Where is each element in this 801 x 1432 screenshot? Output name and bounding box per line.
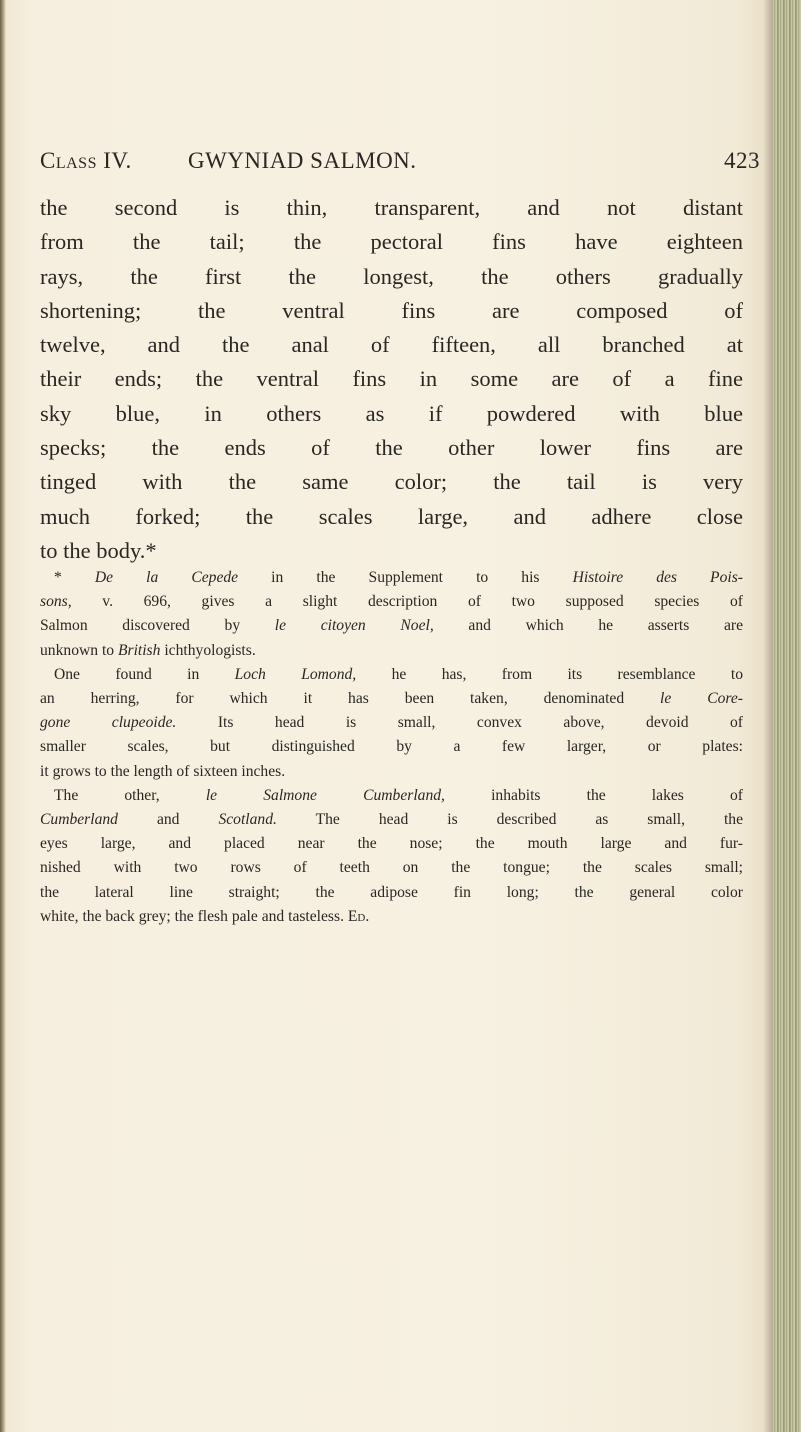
footnote-line: smaller scales, but distinguished by a few larger, or plates: — [40, 738, 743, 756]
text-line: twelve, and the anal of fifteen, all branched at — [40, 332, 743, 358]
text-line: much forked; the scales large, and adhere close — [40, 503, 743, 529]
footnote-text: and which he asserts are — [433, 617, 743, 635]
footnote-italic: Loch Lomond, — [234, 665, 357, 683]
footnote-text: Its head is small, convex above, devoid of — [176, 714, 743, 732]
footnote-italic: le Core- — [660, 690, 743, 708]
author-name: De la Cepede — [94, 569, 239, 586]
book-fore-edge — [773, 0, 801, 1432]
footnote-line — [40, 590, 743, 614]
book-title: Histoire des Pois- — [572, 569, 743, 586]
editor-mark: Ed. — [347, 907, 370, 925]
footnote-italic: le citoyen Noel, — [274, 617, 434, 635]
footnote-line: it grows to the length of sixteen inches. — [40, 762, 286, 780]
footnote-text: he has, from its resemblance to — [356, 665, 743, 683]
footnote-text: One found in — [54, 665, 235, 683]
footnote-line — [40, 687, 743, 711]
footnote-line: eyes large, and placed near the nose; the mouth large and fur- — [40, 835, 743, 853]
footnote-marker: * — [54, 569, 62, 586]
main-text — [40, 191, 743, 568]
footnote-text: v. 696, gives a slight description of two supposed species of — [71, 593, 743, 611]
binding-shadow — [0, 0, 6, 1432]
text-line: sky blue, in others as if powdered with blue — [40, 400, 743, 426]
header-title: GWYNIAD SALMON. — [188, 148, 417, 173]
book-title-cont: sons, — [40, 593, 72, 611]
footnote — [40, 566, 743, 929]
footnote-italic: le Salmone Cumberland, — [205, 786, 445, 804]
footnote-line — [40, 808, 743, 832]
footnote-line — [40, 784, 743, 808]
footnote-line: the lateral line straight; the adipose fin long; the general color — [40, 883, 743, 901]
text-line: shortening; the ventral fins are composed of — [40, 297, 743, 323]
footnote-text: white, the back grey; the flesh pale and tasteless. — [40, 907, 348, 925]
footnote-line — [40, 639, 743, 663]
footnote-italic: Cumberland — [40, 811, 118, 829]
footnote-italic: Scotland. — [218, 811, 277, 829]
footnote-text: and — [117, 811, 219, 829]
header-class: Class IV. — [40, 148, 132, 173]
page-edge-shadow — [763, 0, 773, 1432]
footnote-text: unknown to — [40, 641, 118, 659]
footnote-text: inhabits the lakes of — [444, 786, 743, 804]
footnote-text: an herring, for which it has been taken, denominated — [40, 690, 661, 708]
footnote-line — [40, 663, 743, 687]
footnote-line — [40, 614, 743, 638]
page-number: 423 — [724, 148, 760, 173]
text-line: their ends; the ventral fins in some are of a fine — [40, 366, 743, 392]
footnote-text: ichthyologists. — [160, 641, 256, 659]
text-line: rays, the first the longest, the others gradually — [40, 263, 743, 289]
text-line: from the tail; the pectoral fins have eighteen — [40, 229, 743, 255]
text-line: tinged with the same color; the tail is very — [40, 469, 743, 495]
footnote-text: in the Supplement to his — [238, 569, 573, 586]
footnote-text: The other, — [54, 786, 206, 804]
running-header — [40, 148, 760, 180]
text-line: to the body.* — [40, 537, 157, 563]
footnote-line — [40, 711, 743, 735]
text-line: the second is thin, transparent, and not distant — [40, 195, 743, 220]
footnote-line: nished with two rows of teeth on the tongue; the scales small; — [40, 859, 743, 877]
text-line: specks; the ends of the other lower fins are — [40, 435, 743, 461]
footnote-italic: British — [117, 641, 161, 659]
footnote-line — [40, 905, 743, 929]
footnote-text: The head is described as small, the — [276, 811, 744, 829]
footnote-text: Salmon discovered by — [40, 617, 275, 635]
footnote-line — [40, 566, 743, 590]
footnote-italic: gone clupeoide. — [40, 714, 177, 732]
